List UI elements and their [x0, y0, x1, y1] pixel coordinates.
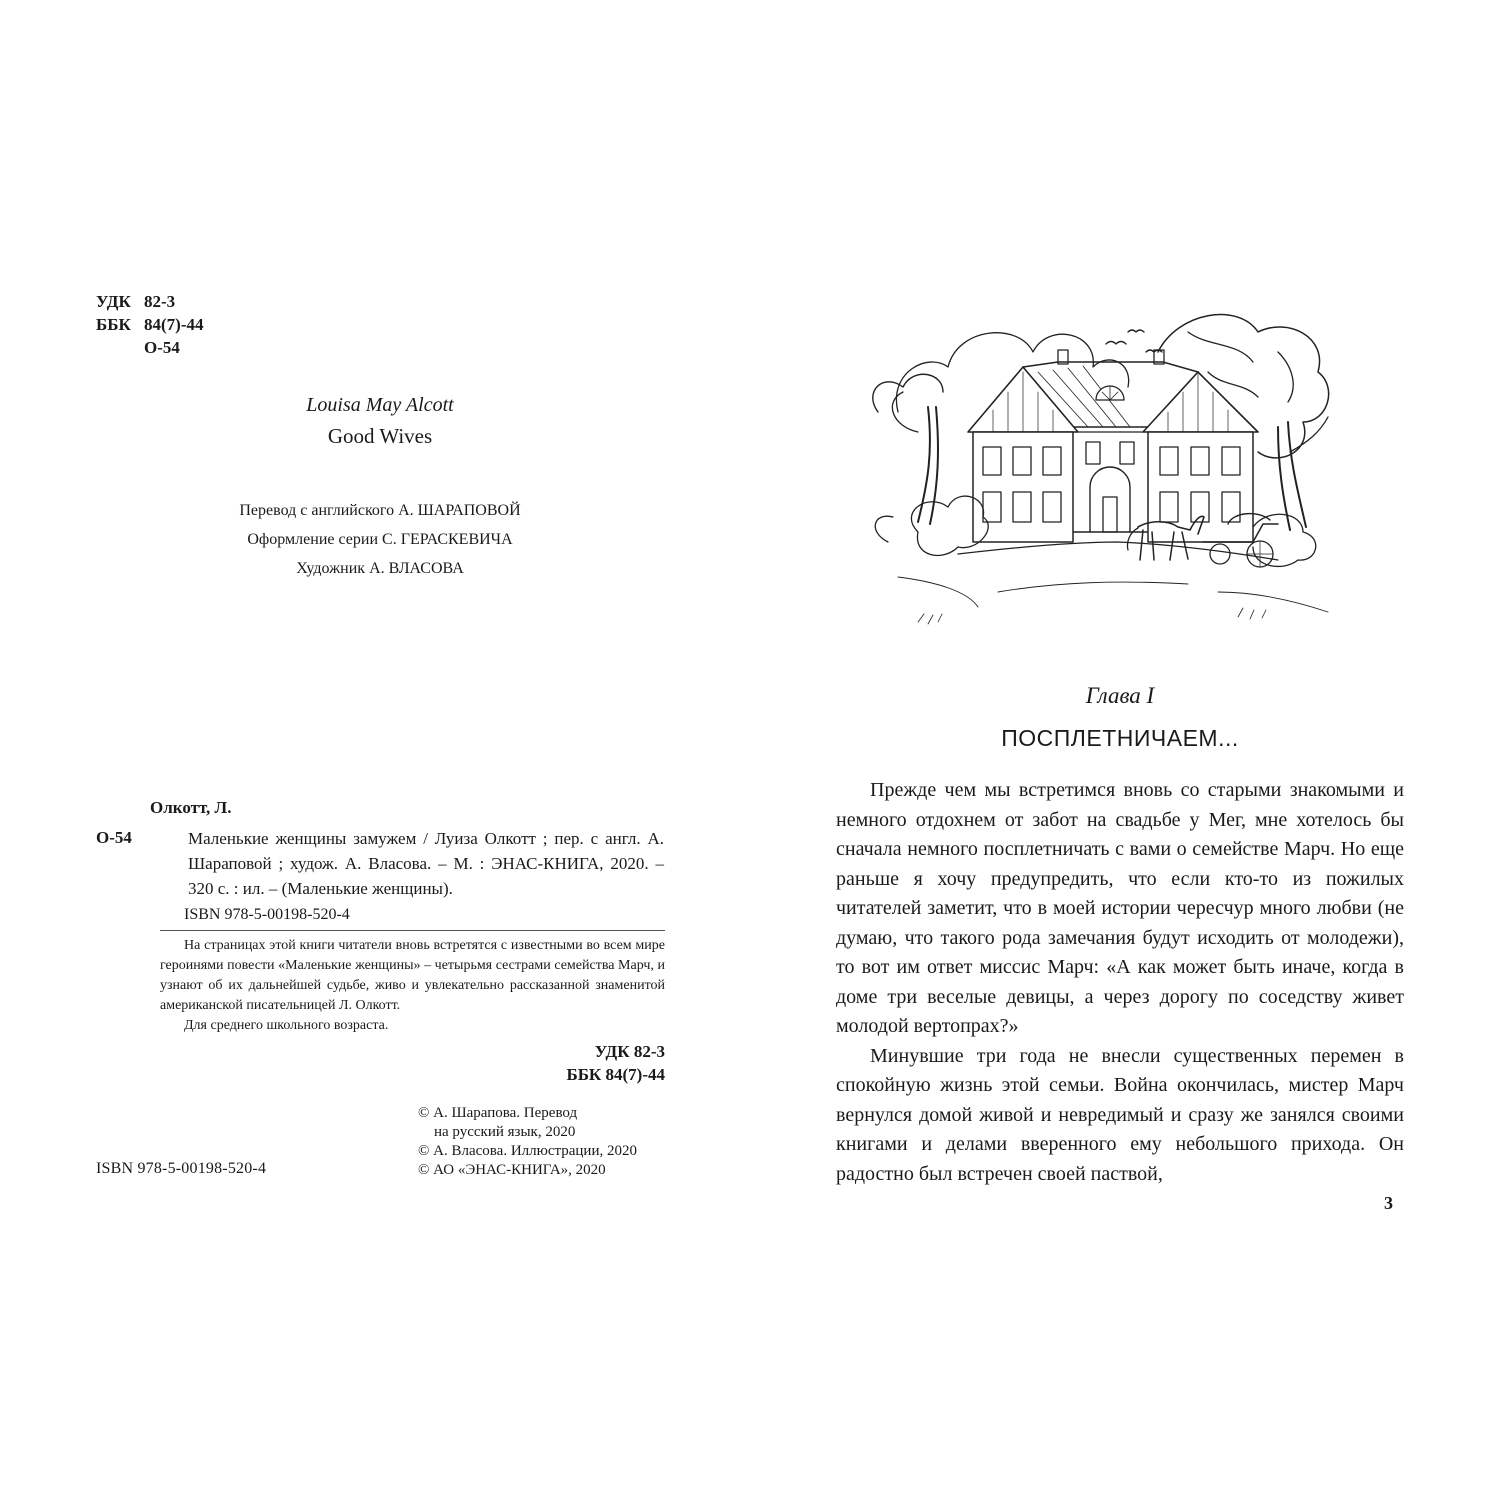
isbn-bottom: ISBN 978-5-00198-520-4	[96, 1160, 267, 1177]
copyright-translation-cont: на русский язык, 2020	[434, 1124, 576, 1140]
chapter-title: ПОСПЛЕТНИЧАЕМ...	[1001, 725, 1239, 751]
classification-block	[96, 290, 203, 359]
original-title: Good Wives	[327, 424, 433, 448]
copyright-block	[418, 1104, 637, 1180]
manor-house-illustration	[858, 292, 1338, 637]
bbk-line: ББК 84(7)-44	[96, 315, 204, 334]
chapter-body	[836, 776, 1404, 1189]
annotation-text: На страницах этой книги читатели вновь встретятся с известными во всем мире героинями повести «Маленькие женщины» – четырьмя сестрами семейства Марч, и узнают об их дальнейшей судьбе, живо и увлекательно рассказанной знаменитой американской писательницей Л. Олкотт.	[160, 938, 665, 1013]
paragraph: Прежде чем мы встретимся вновь со старыми знакомыми и немного отдохнем от забот на свадьбе у Мег, мне хотелось бы сначала немного посплетничать с вами о семействе Марч. Но еще раньше я хочу предупредить, что если кто-то из пожилых читателей заметит, что в моей истории чересчур много любви (не думаю, что такого рода замечания будут исходить от молодежи), то вот им ответ миссис Марч: «А как может быть иначе, когда в доме три веселые девицы, а через дорогу по соседству живет молодой вертопрах?»	[836, 779, 1404, 1037]
udk-line: УДК 82-3	[96, 292, 176, 311]
bib-sign: О-54	[96, 828, 132, 847]
original-author: Louisa May Alcott	[306, 394, 454, 416]
bib-description: Маленькие женщины замужем / Луиза Олкотт ; пер. с англ. А. Шараповой ; худож. А. Власова. – М. : ЭНАС-КНИГА, 2020. – 320 с. : ил. – (Маленькие женщины).	[188, 829, 664, 898]
credits	[0, 496, 760, 583]
isbn-top: ISBN 978-5-00198-520-4	[184, 906, 350, 923]
udk-right: УДК 82-3	[594, 1042, 665, 1061]
annotation	[160, 936, 665, 1036]
divider	[160, 930, 665, 931]
credit-series-design: Оформление серии С. ГЕРАСКЕВИЧА	[247, 531, 513, 548]
credit-translator: Перевод с английского А. ШАРАПОВОЙ	[239, 502, 521, 519]
chapter-label: Глава I	[1085, 683, 1155, 708]
copyright-illustrations: © А. Власова. Иллюстрации, 2020	[418, 1143, 637, 1159]
bib-author: Олкотт, Л.	[150, 798, 232, 817]
bbk-right: ББК 84(7)-44	[566, 1065, 665, 1084]
copyright-translation: © А. Шарапова. Перевод	[418, 1105, 578, 1121]
copyright-publisher: © АО «ЭНАС-КНИГА», 2020	[418, 1162, 606, 1178]
page-number: 3	[1384, 1193, 1393, 1213]
credit-illustrator: Художник А. ВЛАСОВА	[296, 560, 464, 577]
age-note: Для среднего школьного возраста.	[184, 1018, 389, 1033]
classification-right	[520, 1040, 665, 1086]
author-sign: О-54	[144, 338, 180, 357]
paragraph: Минувшие три года не внесли существенных перемен в спокойную жизнь этой семьи. Война окончилась, мистер Марч вернулся домой живой и невредимый и сразу же занялся своими книгами и делами вверенного ему небольшого прихода. Он радостно был встречен своей паствой,	[836, 1044, 1404, 1185]
